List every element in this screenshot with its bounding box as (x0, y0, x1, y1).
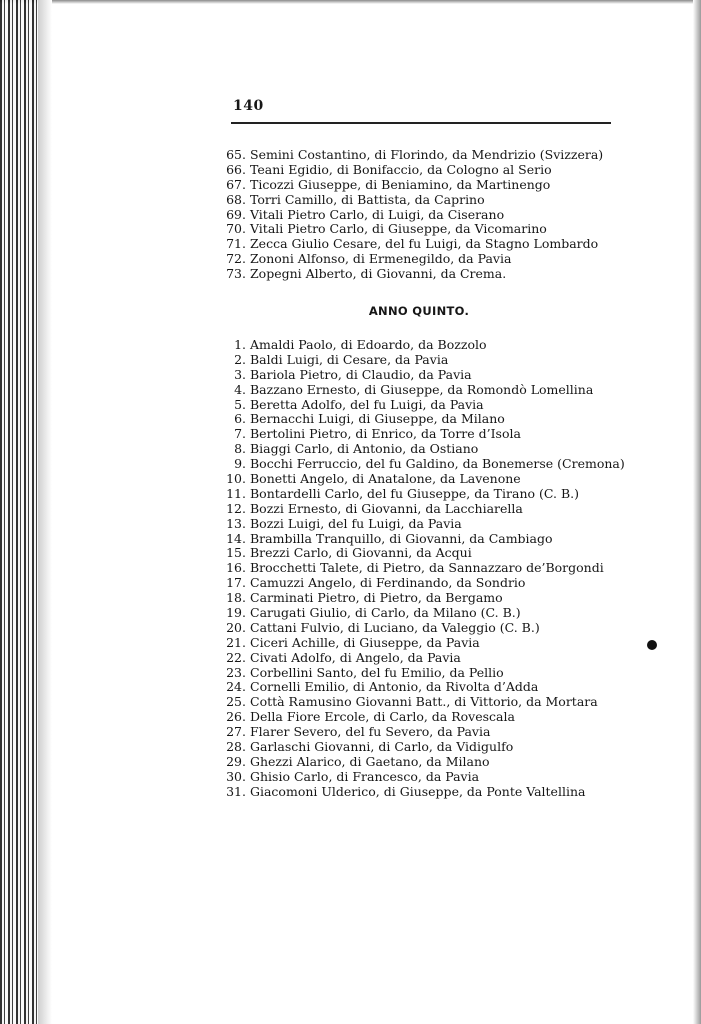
entry-text: Torri Camillo, di Battista, da Caprino (250, 191, 485, 207)
list-item (226, 237, 603, 252)
entry-text: Bocchi Ferruccio, del fu Galdino, da Bonemerse (Cremona) (250, 456, 625, 472)
entry-number: 1. (234, 337, 246, 352)
entry-number: 28. (226, 739, 246, 755)
list-item (226, 442, 625, 457)
entry-number: 11. (226, 485, 246, 501)
list-item (226, 606, 625, 621)
entry-number: 27. (226, 724, 246, 740)
entry-text: Baldi Luigi, di Cesare, da Pavia (250, 351, 449, 367)
entry-number: 3. (234, 366, 246, 382)
list-item (226, 517, 625, 532)
entry-number: 29. (226, 753, 246, 769)
list-item (226, 398, 625, 413)
list-item (226, 785, 625, 800)
list-item (226, 267, 603, 282)
entry-text: Ticozzi Giuseppe, di Beniamino, da Martinengo (250, 176, 551, 192)
entry-text: Zopegni Alberto, di Giovanni, da Crema. (250, 266, 507, 282)
entry-text: Della Fiore Ercole, di Carlo, da Rovescala (250, 709, 515, 725)
list-item (226, 457, 625, 472)
entry-text: Carminati Pietro, di Pietro, da Bergamo (250, 590, 503, 606)
list-item (226, 193, 603, 208)
entry-number: 72. (226, 251, 246, 267)
entry-number: 13. (226, 515, 246, 531)
entry-number: 73. (226, 266, 246, 282)
list-item (226, 383, 625, 398)
list-item (226, 636, 625, 651)
entry-number: 9. (234, 456, 246, 472)
entry-text: Brocchetti Talete, di Pietro, da Sannazzaro de’Borgondi (250, 560, 604, 576)
header-rule (231, 122, 611, 124)
list-item (226, 208, 603, 223)
list-item (226, 178, 603, 193)
entry-number: 6. (234, 411, 246, 427)
entry-number: 31. (226, 783, 246, 799)
entry-text: Cattani Fulvio, di Luciano, da Valeggio (C. B.) (250, 619, 540, 635)
ink-dot (647, 640, 657, 650)
list-item (226, 725, 625, 740)
entry-number: 70. (226, 221, 246, 237)
entry-text: Carugati Giulio, di Carlo, da Milano (C. B.) (250, 605, 521, 621)
list-item (226, 651, 625, 666)
entry-text: Bariola Pietro, di Claudio, da Pavia (250, 366, 472, 382)
list-item (226, 755, 625, 770)
list-item (226, 163, 603, 178)
page-number: 140 (233, 98, 264, 114)
entry-text: Bazzano Ernesto, di Giuseppe, da Romondò Lomellina (250, 381, 594, 397)
list-item (226, 487, 625, 502)
list-item (226, 576, 625, 591)
student-list-anno-quinto (226, 338, 625, 800)
entry-number: 22. (226, 649, 246, 665)
entry-number: 24. (226, 679, 246, 695)
entry-text: Civati Adolfo, di Angelo, da Pavia (250, 649, 461, 665)
entry-text: Teani Egidio, di Bonifaccio, da Cologno al Serio (250, 161, 552, 177)
entry-number: 26. (226, 709, 246, 725)
entry-text: Bozzi Luigi, del fu Luigi, da Pavia (250, 515, 462, 531)
list-item (226, 740, 625, 755)
list-item (226, 427, 625, 442)
list-item (226, 710, 625, 725)
entry-text: Bozzi Ernesto, di Giovanni, da Lacchiarella (250, 500, 523, 516)
entry-number: 18. (226, 590, 246, 606)
entry-text: Zecca Giulio Cesare, del fu Luigi, da Stagno Lombardo (250, 236, 599, 252)
section-title: ANNO QUINTO. (368, 304, 470, 318)
list-item (226, 472, 625, 487)
entry-number: 17. (226, 575, 246, 591)
entry-number: 10. (226, 471, 246, 487)
entry-number: 8. (234, 441, 246, 457)
entry-text: Bonetti Angelo, di Anatalone, da Lavenone (250, 471, 521, 487)
entry-number: 67. (226, 176, 246, 192)
entry-number: 65. (226, 147, 246, 162)
entry-text: Brambilla Tranquillo, di Giovanni, da Cambiago (250, 530, 553, 546)
entry-text: Bertolini Pietro, di Enrico, da Torre d’Isola (250, 426, 521, 442)
list-item (226, 252, 603, 267)
entry-number: 66. (226, 161, 246, 177)
entry-number: 5. (234, 396, 246, 412)
entry-text: Garlaschi Giovanni, di Carlo, da Vidigulfo (250, 739, 514, 755)
entry-text: Amaldi Paolo, di Edoardo, da Bozzolo (250, 337, 487, 352)
entry-text: Bontardelli Carlo, del fu Giuseppe, da Tirano (C. B.) (250, 485, 579, 501)
entry-text: Ghezzi Alarico, di Gaetano, da Milano (250, 753, 490, 769)
entry-text: Semini Costantino, di Florindo, da Mendrizio (Svizzera) (250, 147, 604, 162)
student-list-previous-year (226, 148, 603, 282)
entry-number: 25. (226, 694, 246, 710)
list-item (226, 338, 625, 353)
entry-number: 71. (226, 236, 246, 252)
entry-text: Ciceri Achille, di Giuseppe, da Pavia (250, 634, 480, 650)
list-item (226, 666, 625, 681)
entry-text: Giacomoni Ulderico, di Giuseppe, da Ponte Valtellina (250, 783, 586, 799)
list-item (226, 148, 603, 163)
entry-number: 14. (226, 530, 246, 546)
list-item (226, 222, 603, 237)
entry-number: 7. (234, 426, 246, 442)
entry-text: Brezzi Carlo, di Giovanni, da Acqui (250, 545, 472, 561)
entry-text: Beretta Adolfo, del fu Luigi, da Pavia (250, 396, 484, 412)
list-item (226, 680, 625, 695)
entry-number: 30. (226, 768, 246, 784)
entry-number: 15. (226, 545, 246, 561)
entry-text: Biaggi Carlo, di Antonio, da Ostiano (250, 441, 479, 457)
list-item (226, 695, 625, 710)
binding-shadow (38, 0, 52, 1024)
list-item (226, 546, 625, 561)
entry-number: 16. (226, 560, 246, 576)
entry-text: Vitali Pietro Carlo, di Luigi, da Ciserano (250, 206, 505, 222)
list-item (226, 502, 625, 517)
entry-text: Vitali Pietro Carlo, di Giuseppe, da Vicomarino (250, 221, 547, 237)
entry-number: 2. (234, 351, 246, 367)
list-item (226, 591, 625, 606)
book-binding (0, 0, 38, 1024)
list-item (226, 368, 625, 383)
entry-number: 68. (226, 191, 246, 207)
entry-number: 21. (226, 634, 246, 650)
page-top-edge (0, 0, 701, 4)
entry-text: Camuzzi Angelo, di Ferdinando, da Sondrio (250, 575, 526, 591)
entry-text: Cornelli Emilio, di Antonio, da Rivolta d’Adda (250, 679, 539, 695)
entry-text: Bernacchi Luigi, di Giuseppe, da Milano (250, 411, 505, 427)
entry-number: 23. (226, 664, 246, 680)
entry-number: 12. (226, 500, 246, 516)
entry-number: 69. (226, 206, 246, 222)
page-right-edge (693, 0, 701, 1024)
list-item (226, 561, 625, 576)
entry-text: Corbellini Santo, del fu Emilio, da Pellio (250, 664, 504, 680)
entry-text: Zononi Alfonso, di Ermenegildo, da Pavia (250, 251, 512, 267)
list-item (226, 532, 625, 547)
list-item (226, 770, 625, 785)
entry-text: Flarer Severo, del fu Severo, da Pavia (250, 724, 491, 740)
entry-text: Cottà Ramusino Giovanni Batt., di Vittorio, da Mortara (250, 694, 598, 710)
list-item (226, 353, 625, 368)
entry-text: Ghisio Carlo, di Francesco, da Pavia (250, 768, 480, 784)
entry-number: 19. (226, 605, 246, 621)
entry-number: 20. (226, 619, 246, 635)
list-item (226, 412, 625, 427)
list-item (226, 621, 625, 636)
entry-number: 4. (234, 381, 246, 397)
